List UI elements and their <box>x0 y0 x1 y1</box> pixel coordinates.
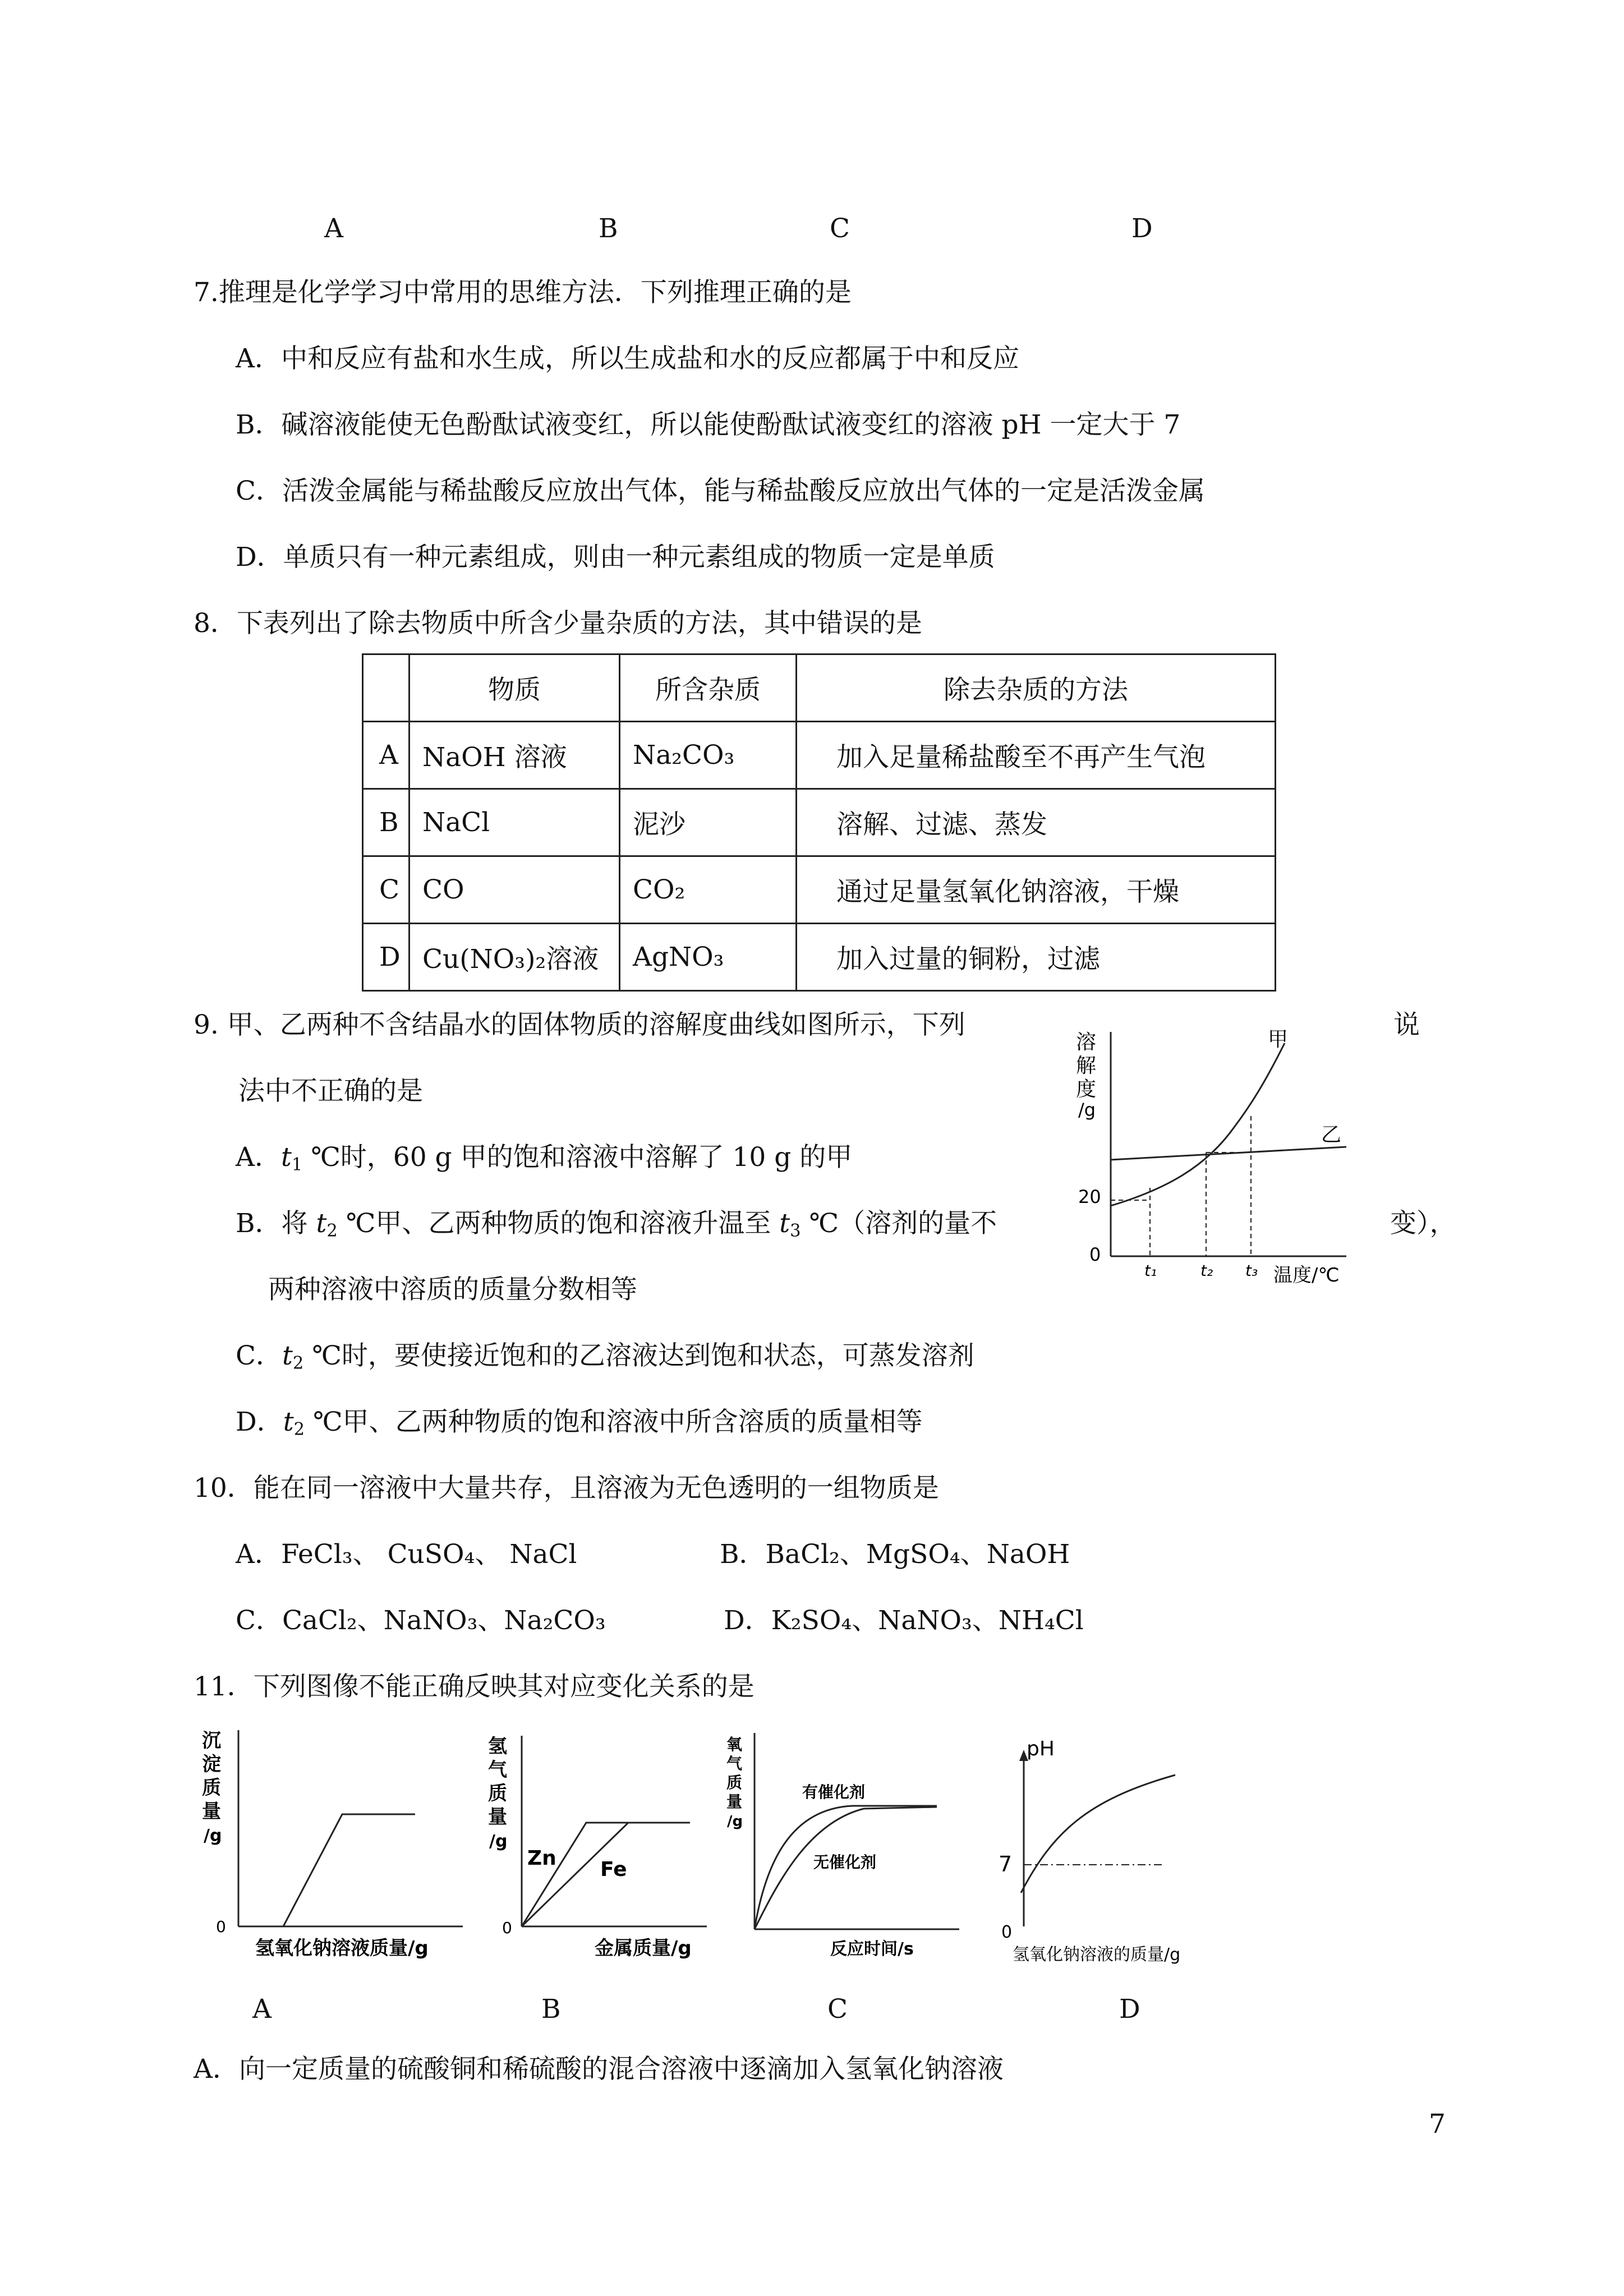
q9b-prefix: B．将 <box>236 1208 316 1239</box>
q9-option-b-end: 变）， <box>1390 1208 1456 1239</box>
q9a-t: t <box>280 1142 292 1173</box>
graph-b-hydrogen <box>482 1730 718 1960</box>
top-label-c: C <box>830 213 850 244</box>
graph-b-origin: 0 <box>502 1919 512 1937</box>
graph-a-series <box>283 1814 415 1926</box>
graph-a-ylabel-1: 沉 <box>202 1730 221 1752</box>
solubility-ylabel-2: 解 <box>1076 1054 1097 1077</box>
top-label-a: A <box>324 213 343 244</box>
top-label-b: B <box>599 213 618 244</box>
solubility-ylabel-3: 度 <box>1076 1078 1097 1101</box>
q11-label-c: C <box>827 1994 848 2025</box>
q9b-sub1: 2 <box>326 1221 338 1241</box>
q11-label-d: D <box>1119 1994 1140 2025</box>
graph-b-label-zn: Zn <box>527 1847 556 1870</box>
q9-option-a <box>236 1141 852 1174</box>
graph-c-oxygen <box>724 1727 970 1963</box>
graph-b-ylabel-3: 质 <box>488 1782 507 1805</box>
q9-stem-line1-end: 说 <box>1393 1009 1420 1040</box>
q9b-mid: ℃甲、乙两种物质的饱和溶液升温至 <box>337 1208 780 1239</box>
row-method: 加入足量稀盐酸至不再产生气泡 <box>797 722 1276 789</box>
table-header-row <box>363 654 1276 722</box>
graph-a-ylabel-4: 量 <box>202 1800 221 1823</box>
row-substance: CO <box>410 856 620 924</box>
q9-stem-line1: 9. 甲、乙两种不含结晶水的固体物质的溶解度曲线如图所示，下列 <box>194 1009 965 1040</box>
row-method: 加入过量的铜粉，过滤 <box>797 924 1276 991</box>
graph-c-ylabel-3: 质 <box>726 1773 743 1792</box>
q7-option-b: B．碱溶液能使无色酚酞试液变红，所以能使酚酞试液变红的溶液 pH 一定大于 7 <box>236 409 1181 440</box>
solubility-ylabel-1: 溶 <box>1076 1031 1097 1054</box>
q7-option-d: D．单质只有一种元素组成，则由一种元素组成的物质一定是单质 <box>236 542 995 573</box>
graph-a-ylabel-3: 质 <box>202 1777 221 1799</box>
q9a-sub: 1 <box>291 1155 303 1175</box>
q10-option-c: C．CaCl₂、NaNO₃、Na₂CO₃ <box>236 1605 606 1636</box>
row-label: C <box>363 856 410 924</box>
q9a-prefix: A． <box>236 1142 281 1173</box>
graph-c-label-nocatalyst: 无催化剂 <box>813 1853 877 1871</box>
solubility-ylabel-4: /g <box>1078 1099 1096 1121</box>
q7-stem: 7.推理是化学学习中常用的思维方法．下列推理正确的是 <box>194 277 852 308</box>
page-number: 7 <box>1429 2109 1446 2140</box>
solubility-xlabel: 温度/℃ <box>1273 1264 1340 1287</box>
graph-c-ylabel-5: /g <box>727 1813 743 1830</box>
graph-d-origin: 0 <box>1001 1922 1013 1942</box>
graph-a-origin: 0 <box>216 1917 226 1936</box>
row-substance: NaCl <box>410 789 620 856</box>
series-yi-label: 乙 <box>1321 1123 1342 1146</box>
q11-answer-a: A．向一定质量的硫酸铜和稀硫酸的混合溶液中逐滴加入氢氧化钠溶液 <box>194 2054 1004 2085</box>
table-header-cell: 物质 <box>410 654 620 722</box>
table-header-cell <box>363 654 410 722</box>
solubility-chart <box>1066 1021 1369 1295</box>
q8-table <box>362 653 1276 992</box>
q9-stem-line2: 法中不正确的是 <box>238 1076 423 1106</box>
solubility-xtick-t3: t₃ <box>1245 1261 1258 1280</box>
q11-label-a: A <box>252 1994 272 2025</box>
graph-c-ylabel-2: 气 <box>726 1754 743 1773</box>
q10-option-d: D．K₂SO₄、NaNO₃、NH₄Cl <box>724 1605 1084 1636</box>
solubility-origin: 0 <box>1089 1244 1101 1265</box>
solubility-xtick-t1: t₁ <box>1144 1261 1157 1280</box>
q9d-prefix: D． <box>236 1407 283 1437</box>
solubility-xtick-t2: t₂ <box>1200 1261 1213 1280</box>
q9-option-c <box>236 1339 974 1373</box>
table-row <box>363 789 1276 856</box>
table-row <box>363 856 1276 924</box>
graph-d-ylabel: pH <box>1027 1737 1055 1760</box>
row-label: A <box>363 722 410 789</box>
q9b-t1: t <box>316 1208 327 1239</box>
graph-d-ph <box>990 1733 1248 1968</box>
q10-option-b: B．BaCl₂、MgSO₄、NaOH <box>720 1539 1070 1570</box>
graph-b-xlabel: 金属质量/g <box>595 1937 692 1960</box>
series-jia-label: 甲 <box>1268 1028 1289 1051</box>
graph-c-ylabel-4: 量 <box>726 1792 743 1811</box>
row-substance: Cu(NO₃)₂溶液 <box>410 924 620 991</box>
series-yi-line <box>1111 1147 1346 1160</box>
graph-b-ylabel-4: 量 <box>488 1806 507 1828</box>
graph-b-ylabel-5: /g <box>489 1832 508 1851</box>
row-label: B <box>363 789 410 856</box>
table-header-cell: 所含杂质 <box>620 654 797 722</box>
row-method: 溶解、过滤、蒸发 <box>797 789 1276 856</box>
q9b-sub2: 3 <box>790 1221 801 1241</box>
q9b-text: ℃（溶剂的量不 <box>801 1208 997 1239</box>
row-impurity: 泥沙 <box>620 789 797 856</box>
table-row <box>363 722 1276 789</box>
row-substance: NaOH 溶液 <box>410 722 620 789</box>
graph-d-ytick-7: 7 <box>999 1852 1013 1877</box>
q11-label-b: B <box>541 1994 561 2025</box>
table-header-cell: 除去杂质的方法 <box>797 654 1276 722</box>
q9d-sub: 2 <box>293 1419 305 1440</box>
q7-option-a: A．中和反应有盐和水生成，所以生成盐和水的反应都属于中和反应 <box>236 343 1019 374</box>
row-method: 通过足量氢氧化钠溶液，干燥 <box>797 856 1276 924</box>
q10-stem: 10．能在同一溶液中大量共存，且溶液为无色透明的一组物质是 <box>194 1473 939 1504</box>
graph-a-xlabel: 氢氧化钠溶液质量/g <box>255 1937 429 1960</box>
graph-a-ylabel-2: 淀 <box>202 1753 221 1776</box>
row-impurity: CO₂ <box>620 856 797 924</box>
q9d-text: ℃甲、乙两种物质的饱和溶液中所含溶质的质量相等 <box>305 1407 923 1437</box>
graph-d-xlabel: 氢氧化钠溶液的质量/g <box>1013 1945 1181 1965</box>
q11-stem: 11．下列图像不能正确反映其对应变化关系的是 <box>194 1671 755 1702</box>
top-label-d: D <box>1131 213 1153 244</box>
graph-c-label-catalyst: 有催化剂 <box>802 1783 866 1801</box>
row-impurity: AgNO₃ <box>620 924 797 991</box>
series-jia-curve <box>1111 1043 1285 1206</box>
q9d-t: t <box>283 1407 294 1437</box>
q8-stem: 8．下表列出了除去物质中所含少量杂质的方法，其中错误的是 <box>194 608 922 639</box>
table-row <box>363 924 1276 991</box>
graph-c-xlabel: 反应时间/s <box>830 1939 914 1959</box>
q9c-t: t <box>282 1340 293 1371</box>
solubility-ytick-20: 20 <box>1078 1186 1101 1207</box>
q9-option-b <box>236 1207 997 1241</box>
graph-a-precipitate <box>199 1725 468 1960</box>
q9-option-d <box>236 1405 923 1439</box>
q7-option-c: C．活泼金属能与稀盐酸反应放出气体，能与稀盐酸反应放出气体的一定是活泼金属 <box>236 476 1205 506</box>
graph-b-label-fe: Fe <box>600 1858 627 1881</box>
row-impurity: Na₂CO₃ <box>620 722 797 789</box>
q9-option-b-line2: 两种溶液中溶质的质量分数相等 <box>268 1274 637 1305</box>
row-label: D <box>363 924 410 991</box>
graph-c-ylabel-1: 氧 <box>726 1735 743 1754</box>
q9c-text: ℃时，要使接近饱和的乙溶液达到饱和状态，可蒸发溶剂 <box>303 1340 974 1371</box>
graph-d-series <box>1021 1775 1175 1893</box>
graph-a-ylabel-5: /g <box>204 1826 222 1846</box>
q9c-prefix: C． <box>236 1340 282 1371</box>
graph-b-ylabel-2: 气 <box>488 1759 507 1781</box>
q9b-t2: t <box>779 1208 790 1239</box>
q9c-sub: 2 <box>292 1353 304 1373</box>
graph-b-ylabel-1: 氢 <box>488 1735 507 1758</box>
q9a-text: ℃时，60 g 甲的饱和溶液中溶解了 10 g 的甲 <box>302 1142 853 1173</box>
q10-option-a: A．FeCl₃、 CuSO₄、 NaCl <box>236 1539 577 1570</box>
